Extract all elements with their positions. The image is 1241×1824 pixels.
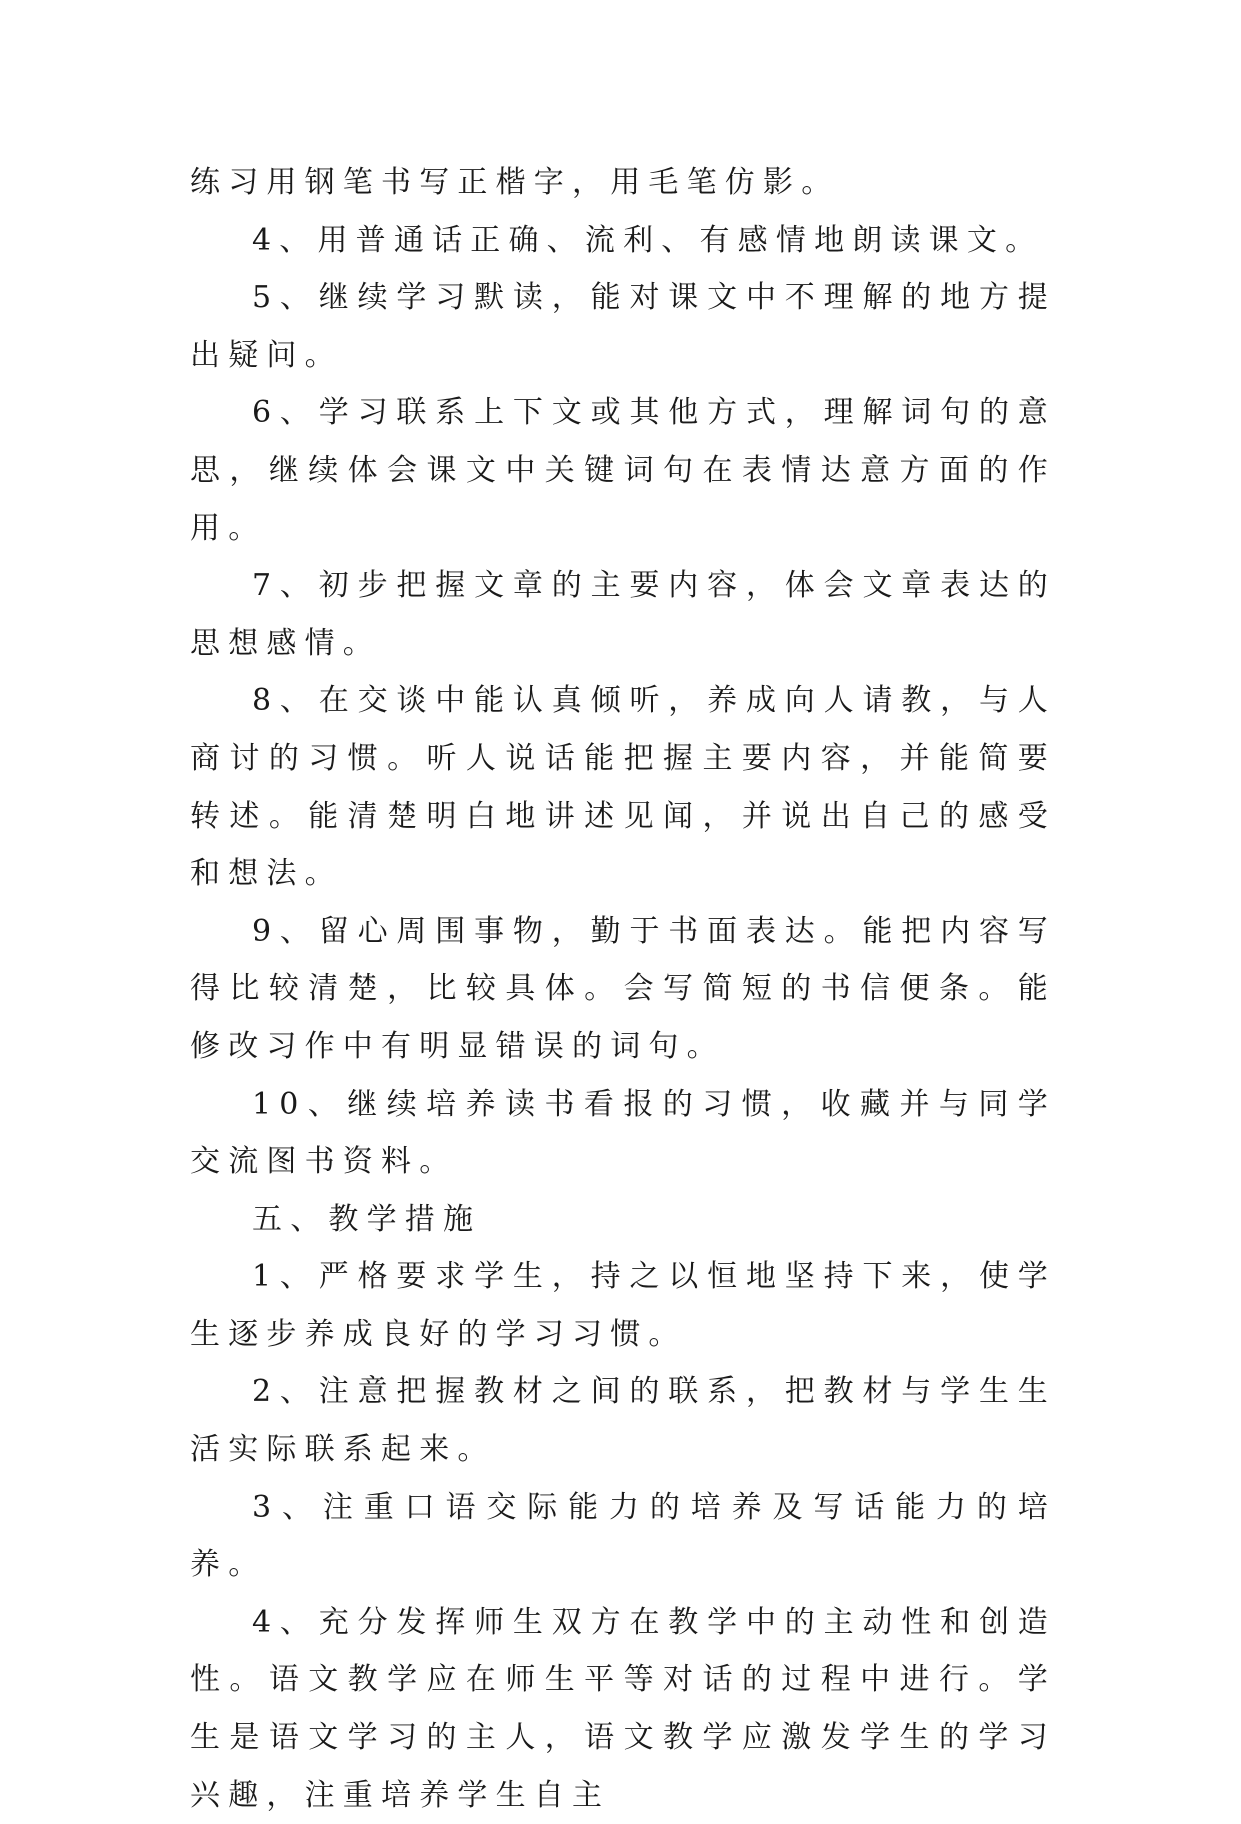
paragraph-item-6: 6、学习联系上下文或其他方式，理解词句的意思，继续体会课文中关键词句在表情达意方面的作用。 bbox=[190, 395, 1056, 546]
paragraph-item-4: 4、用普通话正确、流利、有感情地朗读课文。 bbox=[252, 222, 1044, 258]
paragraph-item-10: 10、继续培养读书看报的习惯，收藏并与同学交流图书资料。 bbox=[190, 1086, 1056, 1180]
paragraph-item-9: 9、留心周围事物，勤于书面表达。能把内容写得比较清楚，比较具体。会写简短的书信便条。能修改习作中有明显错误的词句。 bbox=[190, 913, 1056, 1064]
measure-item-1: 1、严格要求学生，持之以恒地坚持下来，使学生逐步养成良好的学习习惯。 bbox=[190, 1259, 1056, 1352]
measure-item-3: 3、注重口语交际能力的培养及写话能力的培养。 bbox=[190, 1489, 1056, 1583]
document-body bbox=[190, 154, 1056, 1824]
paragraph-item-8: 8、在交谈中能认真倾听，养成向人请教，与人商讨的习惯。听人说话能把握主要内容，并能简要转述。能清楚明白地讲述见闻，并说出自己的感受和想法。 bbox=[190, 683, 1056, 892]
section-heading: 五、教学措施 bbox=[252, 1201, 482, 1237]
paragraph-continuation: 练习用钢笔书写正楷字，用毛笔仿影。 bbox=[190, 165, 840, 200]
measure-item-2: 2、注意把握教材之间的联系，把教材与学生生活实际联系起来。 bbox=[190, 1374, 1056, 1468]
paragraph-item-5: 5、继续学习默读，能对课文中不理解的地方提出疑问。 bbox=[190, 280, 1056, 373]
paragraph-item-7: 7、初步把握文章的主要内容，体会文章表达的思想感情。 bbox=[190, 568, 1056, 661]
measure-item-4: 4、充分发挥师生双方在教学中的主动性和创造性。语文教学应在师生平等对话的过程中进行。学生是语文学习的主人，语文教学应激发学生的学习兴趣，注重培养学生自主 bbox=[190, 1604, 1056, 1813]
